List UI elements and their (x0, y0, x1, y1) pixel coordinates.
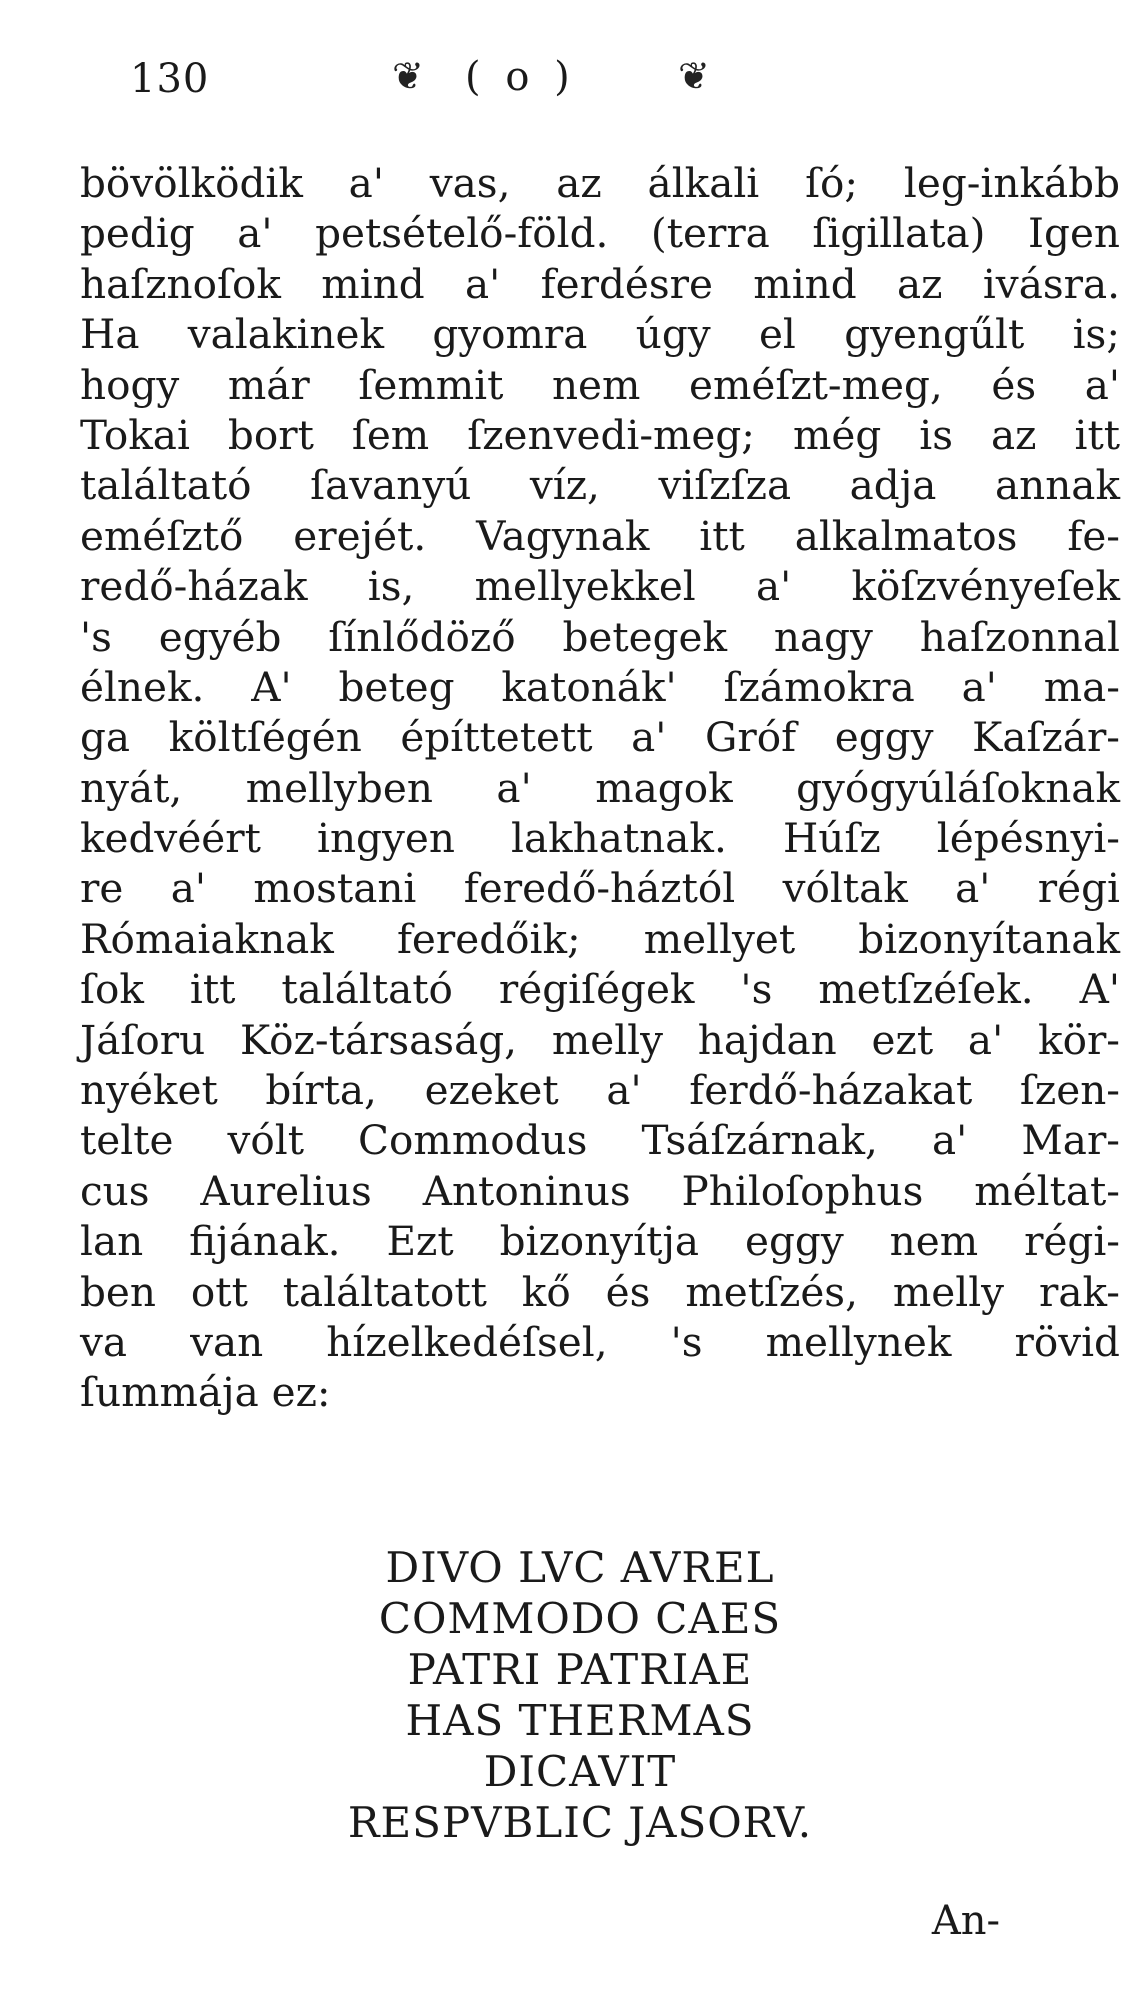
text-line: cus Aurelius Antoninus Philoſophus méltat- (80, 1166, 1120, 1215)
body-paragraph (80, 158, 1120, 1418)
page-number: 130 (130, 56, 210, 102)
latin-inscription (200, 1542, 960, 1848)
inscription-line: DIVO LVC AVREL (385, 1543, 775, 1592)
inscription-line: HAS THERMAS (405, 1696, 755, 1745)
running-head: ( o ) (465, 54, 576, 100)
text-line: hogy már ſemmit nem eméſzt-meg, és a' (80, 360, 1120, 409)
text-line: 's egyéb ſínlődöző betegek nagy haſzonnal (80, 612, 1120, 661)
text-line: ſummája ez: (80, 1368, 331, 1417)
page-header (130, 50, 830, 130)
inscription-line: DICAVIT (483, 1747, 677, 1796)
text-line: ſok itt találtató régiſégek 's metſzéſek. A' (80, 965, 1120, 1014)
text-line: va van hízelkedéſsel, 's mellynek rövid (80, 1317, 1120, 1366)
text-line: ben ott találtatott kő és metſzés, melly rak- (80, 1267, 1120, 1316)
text-line: redő-házak is, mellyekkel a' köſzvényeſek (80, 562, 1120, 611)
text-line: Jáſoru Köz-társaság, melly hajdan ezt a' kör- (80, 1015, 1120, 1064)
text-line: Rómaiaknak feredőik; mellyet bizonyítanak (80, 914, 1120, 963)
fleuron-right-icon: ❦ (678, 54, 710, 98)
text-line: Tokai bort ſem ſzenvedi-meg; még is az itt (80, 410, 1120, 459)
text-line: haſznoſok mind a' ferdésre mind az ivásra. (80, 259, 1120, 308)
text-line: ga költſégén építtetett a' Gróf eggy Kaſzár- (80, 713, 1120, 762)
catchword: An- (931, 1898, 1000, 1944)
text-line: kedvéért ingyen lakhatnak. Húſz lépésnyi- (80, 814, 1120, 863)
text-line: pedig a' petsételő-föld. (terra ſigillata) Igen (80, 209, 1120, 258)
text-line: re a' mostani feredő-háztól vóltak a' régi (80, 864, 1120, 913)
text-line: Ha valakinek gyomra úgy el gyengűlt is; (80, 310, 1120, 359)
text-line: találtató ſavanyú víz, viſzſza adja annak (80, 461, 1120, 510)
fleuron-left-icon: ❦ (392, 54, 424, 98)
inscription-line: COMMODO CAES (378, 1594, 782, 1643)
inscription-line: PATRI PATRIAE (407, 1645, 753, 1694)
text-line: nyát, mellyben a' magok gyógyúláſoknak (80, 763, 1120, 812)
text-line: nyéket bírta, ezeket a' ferdő-házakat ſzen- (80, 1066, 1120, 1115)
inscription-line: RESPVBLIC JASORV. (347, 1798, 813, 1847)
text-line: telte vólt Commodus Tsáſzárnak, a' Mar- (80, 1116, 1120, 1165)
text-line: élnek. A' beteg katonák' ſzámokra a' ma- (80, 662, 1120, 711)
text-line: lan fijának. Ezt bizonyítja eggy nem régi- (80, 1217, 1120, 1266)
text-line: eméſztő erejét. Vagynak itt alkalmatos fe- (80, 511, 1120, 560)
text-line: bövölködik a' vas, az álkali ſó; leg-inkább (80, 159, 1120, 207)
